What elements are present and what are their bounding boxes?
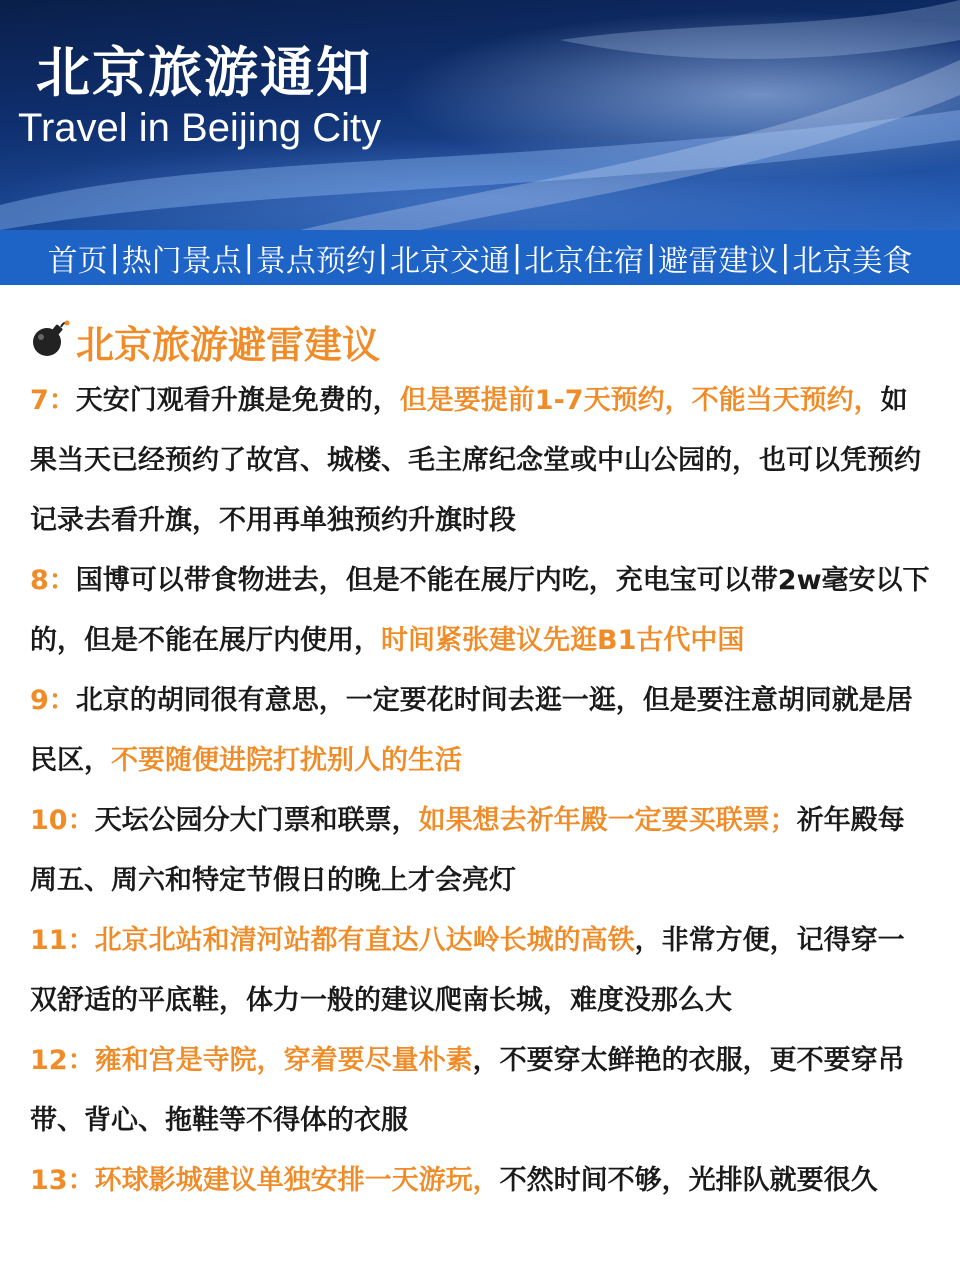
tip-number: 13：: [30, 1165, 95, 1196]
nav-separator: |: [512, 240, 523, 275]
page-title: 北京旅游通知: [36, 41, 372, 104]
nav-item-transport[interactable]: 北京交通: [390, 243, 510, 279]
tip-text: 天安门观看升旗是免费的，: [75, 385, 400, 416]
nav-separator: |: [780, 240, 791, 275]
tip-number: 7：: [30, 385, 76, 416]
tip-highlight-text: 不要随便进院打扰别人的生活: [111, 745, 462, 776]
tips-list: [0, 369, 960, 1211]
tip-item: [30, 1151, 930, 1211]
tip-text: 如果当天已经预约了故宫、城楼、毛主席纪念堂或中山公园的，也可以凭预约记录去看升旗，不用再单独预约升旗时段: [30, 385, 921, 536]
tip-text: 不然时间不够，光排队就要很久: [499, 1165, 878, 1196]
tip-number: 11：: [30, 925, 95, 956]
main-nav: [0, 230, 960, 285]
nav-item-reservation[interactable]: 景点预约: [255, 243, 376, 279]
tip-item: [30, 911, 930, 1031]
header-banner: [0, 0, 960, 230]
nav-separator: |: [377, 240, 388, 275]
tip-text: ，不要穿太鲜艳的衣服，更不要穿吊带、背心、拖鞋等不得体的衣服: [30, 1045, 905, 1136]
tip-item: [30, 551, 930, 671]
section-header: [30, 313, 960, 369]
tip-highlight-text: 但是要提前1-7天预约，不能当天预约，: [399, 385, 881, 416]
tip-highlight-text: 如果想去祈年殿一定要买联票；: [418, 805, 797, 836]
tip-item: [30, 371, 930, 551]
tip-highlight-text: 北京北站和清河站都有直达八达岭长城的高铁: [94, 925, 635, 956]
tip-number: 9：: [30, 685, 76, 716]
nav-separator: |: [243, 240, 254, 275]
tip-text: ，非常方便，记得穿一双舒适的平底鞋，体力一般的建议爬南长城，难度没那么大: [30, 925, 905, 1016]
nav-item-hot-spots[interactable]: 热门景点: [121, 243, 242, 279]
tip-highlight-text: 环球影城建议单独安排一天游玩，: [94, 1165, 500, 1196]
tip-number: 12：: [30, 1045, 95, 1076]
tip-item: [30, 791, 930, 911]
nav-separator: |: [109, 240, 120, 275]
tip-text: 天坛公园分大门票和联票，: [94, 805, 419, 836]
page-subtitle: Travel in Beijing City: [18, 106, 382, 150]
tip-number: 10：: [30, 805, 95, 836]
section-title: 北京旅游避雷建议: [76, 322, 381, 367]
nav-item-tips[interactable]: 避雷建议: [658, 243, 779, 279]
tip-number: 8：: [30, 565, 76, 596]
tip-highlight-text: 雍和宫是寺院，穿着要尽量朴素: [94, 1045, 473, 1076]
nav-item-lodging[interactable]: 北京住宿: [524, 243, 645, 279]
nav-separator: |: [646, 240, 657, 275]
tip-text: 国博可以带食物进去，但是不能在展厅内吃，充电宝可以带2w毫安以下的，但是不能在展厅内使用，: [30, 565, 930, 656]
tip-item: [30, 1031, 930, 1151]
nav-item-food[interactable]: 北京美食: [792, 243, 913, 279]
tip-item: [30, 671, 930, 791]
tip-highlight-text: 时间紧张建议先逛B1古代中国: [381, 625, 745, 656]
tip-text: 北京的胡同很有意思，一定要花时间去逛一逛，但是要注意胡同就是居民区，: [30, 685, 913, 776]
tip-text: 祈年殿每周五、周六和特定节假日的晚上才会亮灯: [30, 805, 905, 896]
bomb-icon: [30, 319, 70, 363]
nav-item-home[interactable]: 首页: [47, 243, 108, 279]
